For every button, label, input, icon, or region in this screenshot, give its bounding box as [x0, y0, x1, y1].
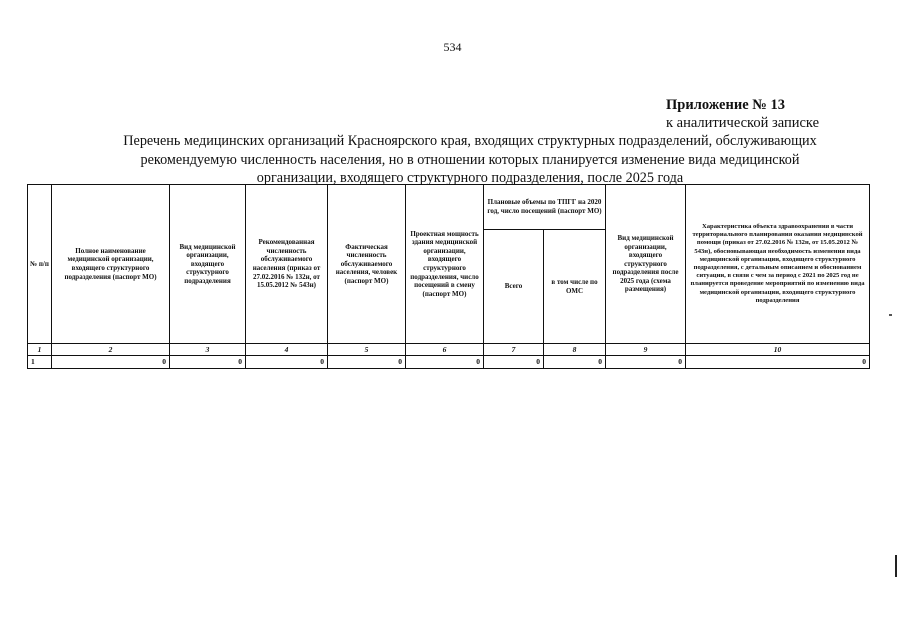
scan-margin-mark: [895, 555, 897, 577]
appendix-caption: [666, 96, 866, 132]
column-number: 4: [246, 344, 328, 356]
column-number: 10: [686, 344, 870, 356]
header-capacity: Проектная мощность здания медицинской организации, входящего структурного подразделения, число посещений в смену (паспорт МО): [406, 185, 484, 344]
column-number: 7: [484, 344, 544, 356]
document-title: [60, 132, 880, 188]
column-number: 5: [328, 344, 406, 356]
header-full-name: Полное наименование медицинской организации, входящего структурного подразделения (паспорт МО): [52, 185, 170, 344]
table-cell: 0: [606, 356, 686, 369]
header-recommended-population: Рекомендованная численность обслуживаемого населения (приказ от 27.02.2016 № 132н, от 15.05.2012 № 543н): [246, 185, 328, 344]
header-type: Вид медицинской организации, входящего структурного подразделения: [170, 185, 246, 344]
appendix-number: Приложение № 13: [666, 97, 785, 113]
page-number: 534: [443, 40, 462, 54]
column-number: 1: [28, 344, 52, 356]
scan-speck: [889, 314, 892, 316]
table-row: [28, 356, 870, 369]
table-cell: 0: [170, 356, 246, 369]
header-actual-population: Фактическая численность обслуживаемого населения, человек (паспорт МО): [328, 185, 406, 344]
table-cell: 0: [406, 356, 484, 369]
table-cell: 0: [328, 356, 406, 369]
header-planned-total: Всего: [484, 230, 544, 344]
column-number: 6: [406, 344, 484, 356]
header-row-1: [28, 185, 870, 230]
column-number: 3: [170, 344, 246, 356]
column-number: 2: [52, 344, 170, 356]
column-number: 9: [606, 344, 686, 356]
column-numbers-row: [28, 344, 870, 356]
header-characteristic: Характеристика объекта здравоохранения в части территориального планирования оказания медицинской помощи (приказ от 27.02.2016 № 132н, от 15.05.2012 № 543н), обосновывающая необходимость изменения вида медицинской организации, входящего структурного подразделения, с детальным описанием и обоснованием ситуации, в связи с чем за период с 2021 по 2025 год не планируется проведение мероприятий по изменению вида медицинской организации, входящего структурного подразделения: [686, 185, 870, 344]
header-type-after-2025: Вид медицинской организации, входящего структурного подразделения после 2025 года (схема размещения): [606, 185, 686, 344]
table-cell: 0: [246, 356, 328, 369]
appendix-reference: к аналитической записке: [666, 115, 820, 131]
table-cell: 0: [544, 356, 606, 369]
table-cell: 0: [686, 356, 870, 369]
table-cell: 1: [28, 356, 52, 369]
column-number: 8: [544, 344, 606, 356]
header-planned-volumes: Плановые объемы по ТПГГ на 2020 год, число посещений (паспорт МО): [484, 185, 606, 230]
table-cell: 0: [484, 356, 544, 369]
title-line-1: Перечень медицинских организаций Красноярского края, входящих структурных подразделений, обслуживающих: [123, 133, 817, 149]
table-cell: 0: [52, 356, 170, 369]
title-line-2: рекомендуемую численность населения, но в отношении которых планируется изменение вида медицинской: [140, 151, 800, 168]
header-planned-oms: в том числе по ОМС: [544, 230, 606, 344]
header-num: № п/п: [28, 185, 52, 344]
title-line-3: организации, входящего структурного подразделения, после 2025 года: [256, 170, 684, 186]
organizations-table: [27, 184, 870, 369]
